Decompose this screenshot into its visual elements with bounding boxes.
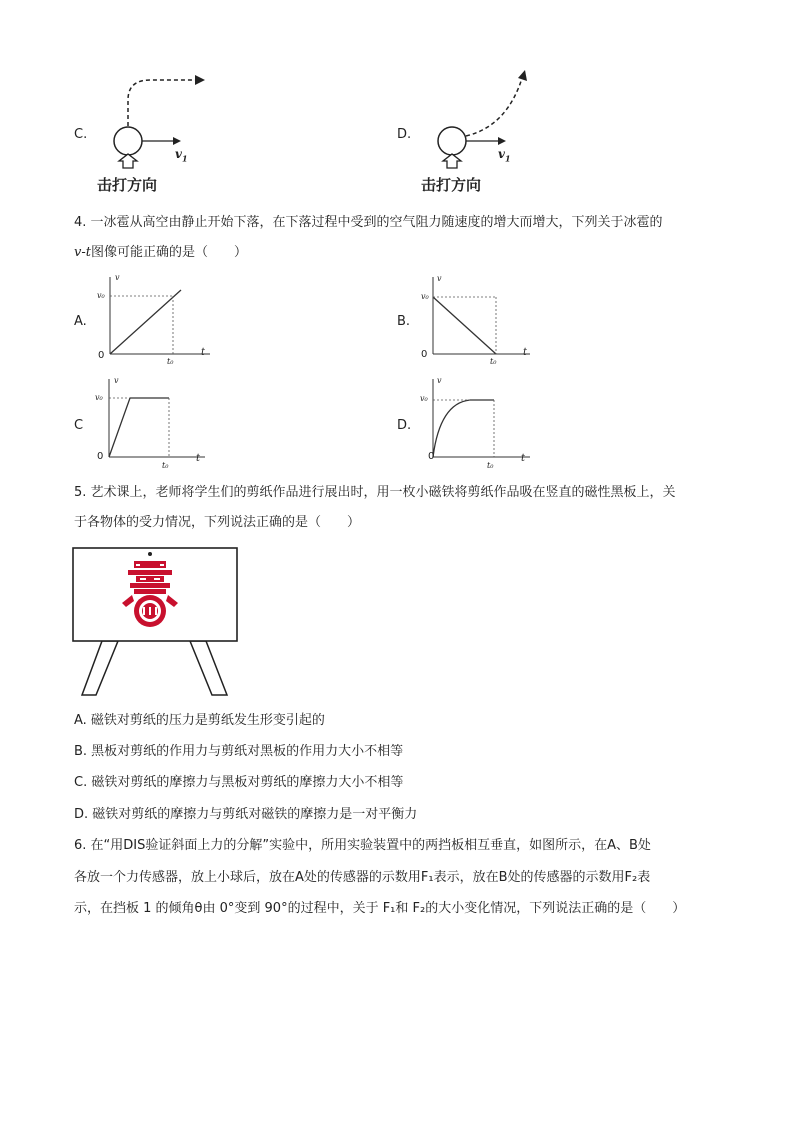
- t0-label: t₀: [162, 461, 169, 470]
- v0-label: v₀: [95, 393, 103, 402]
- axis-v-label: v: [114, 376, 119, 385]
- hit-arrow-icon: [119, 154, 137, 168]
- q3-option-c-label: C.: [74, 127, 88, 142]
- trajectory-arrow-c: [195, 75, 205, 85]
- axis-t-label: t: [196, 453, 201, 464]
- q4-graph-b: [418, 272, 538, 372]
- q3-option-d-figure: [420, 70, 540, 170]
- hit-arrow-icon: [443, 154, 461, 168]
- q6-stem-line2: 各放一个力传感器，放上小球后，放在A处的传感器的示数用F₁表示，放在B处的传感器的示数用F₂表: [74, 870, 651, 885]
- q5-choice-b[interactable]: B. 黑板对剪纸的作用力与剪纸对黑板的作用力大小不相等: [74, 744, 404, 759]
- axis-t-label: t: [523, 347, 528, 358]
- origin-label: 0: [428, 451, 435, 462]
- q3-d-v1: $v_1$: [498, 147, 511, 164]
- v0-label: v₀: [420, 394, 428, 403]
- q4-graph-d: [418, 373, 538, 471]
- q6-stem-line1: 6. 在“用DIS验证斜面上力的分解”实验中，所用实验装置中的两挡板相互垂直，如图所示，在A、B处: [74, 838, 651, 853]
- vt-line: [110, 290, 181, 354]
- q5-choice-d[interactable]: D. 磁铁对剪纸的摩擦力与剪纸对磁铁的摩擦力是一对平衡力: [74, 807, 418, 822]
- trajectory-c: [128, 80, 200, 126]
- vt-line: [433, 297, 496, 354]
- origin-label: 0: [421, 349, 428, 360]
- vt-curve: [433, 400, 494, 457]
- q6-stem-line3: 示，在挡板 1 的倾角θ由 0°变到 90°的过程中，关于 F₁和 F₂的大小变化情况，下列说法正确的是（ ）: [74, 901, 686, 916]
- q3-c-v1: $v_1$: [175, 147, 188, 164]
- origin-label: 0: [98, 350, 105, 361]
- velocity-arrowhead-c: [173, 137, 181, 145]
- axis-t-label: t: [201, 347, 206, 358]
- q4-stem-line1: 4. 一冰雹从高空由静止开始下落，在下落过程中受到的空气阻力随速度的增大而增大，下列关于冰雹的: [74, 215, 663, 230]
- ball-c: [114, 127, 142, 155]
- q5-board-figure: [70, 545, 245, 700]
- q4-option-a-label: A.: [74, 314, 87, 329]
- velocity-arrowhead-d: [498, 137, 506, 145]
- q4-option-d-label: D.: [397, 418, 412, 433]
- q5-stem-line1: 5. 艺术课上，老师将学生们的剪纸作品进行展出时，用一枚小磁铁将剪纸作品吸在竖直的磁性黑板上，关: [74, 485, 676, 500]
- q5-choice-a[interactable]: A. 磁铁对剪纸的压力是剪纸发生形变引起的: [74, 713, 325, 728]
- axis-v-label: v: [437, 274, 442, 283]
- axis-v-label: v: [437, 376, 442, 385]
- easel-leg-right: [190, 641, 227, 695]
- origin-label: 0: [97, 451, 104, 462]
- q5-stem-line2: 于各物体的受力情况，下列说法正确的是（ ）: [74, 515, 361, 530]
- v0-label: v₀: [97, 291, 105, 300]
- q3-d-hit-label: 击打方向: [421, 176, 482, 194]
- vt-line: [109, 398, 130, 457]
- q3-option-c-figure: [95, 70, 215, 170]
- trajectory-d: [466, 75, 523, 136]
- q4-option-b-label: B.: [397, 314, 411, 329]
- t0-label: t₀: [490, 357, 497, 366]
- v0-label: v₀: [421, 292, 429, 301]
- axis-t-label: t: [521, 453, 526, 464]
- q3-option-d-label: D.: [397, 127, 412, 142]
- q3-c-hit-label: 击打方向: [97, 176, 158, 194]
- ball-d: [438, 127, 466, 155]
- q4-option-c-label: C: [74, 418, 84, 433]
- axis-v-label: v: [115, 273, 120, 282]
- t0-label: t₀: [487, 461, 494, 470]
- q4-stem-line2: v-t图像可能正确的是（ ）: [74, 245, 247, 260]
- magnet: [148, 552, 152, 556]
- q5-choice-c[interactable]: C. 磁铁对剪纸的摩擦力与黑板对剪纸的摩擦力大小不相等: [74, 775, 404, 790]
- t0-label: t₀: [167, 357, 174, 366]
- trajectory-arrow-d: [518, 70, 527, 81]
- easel-leg-left: [82, 641, 118, 695]
